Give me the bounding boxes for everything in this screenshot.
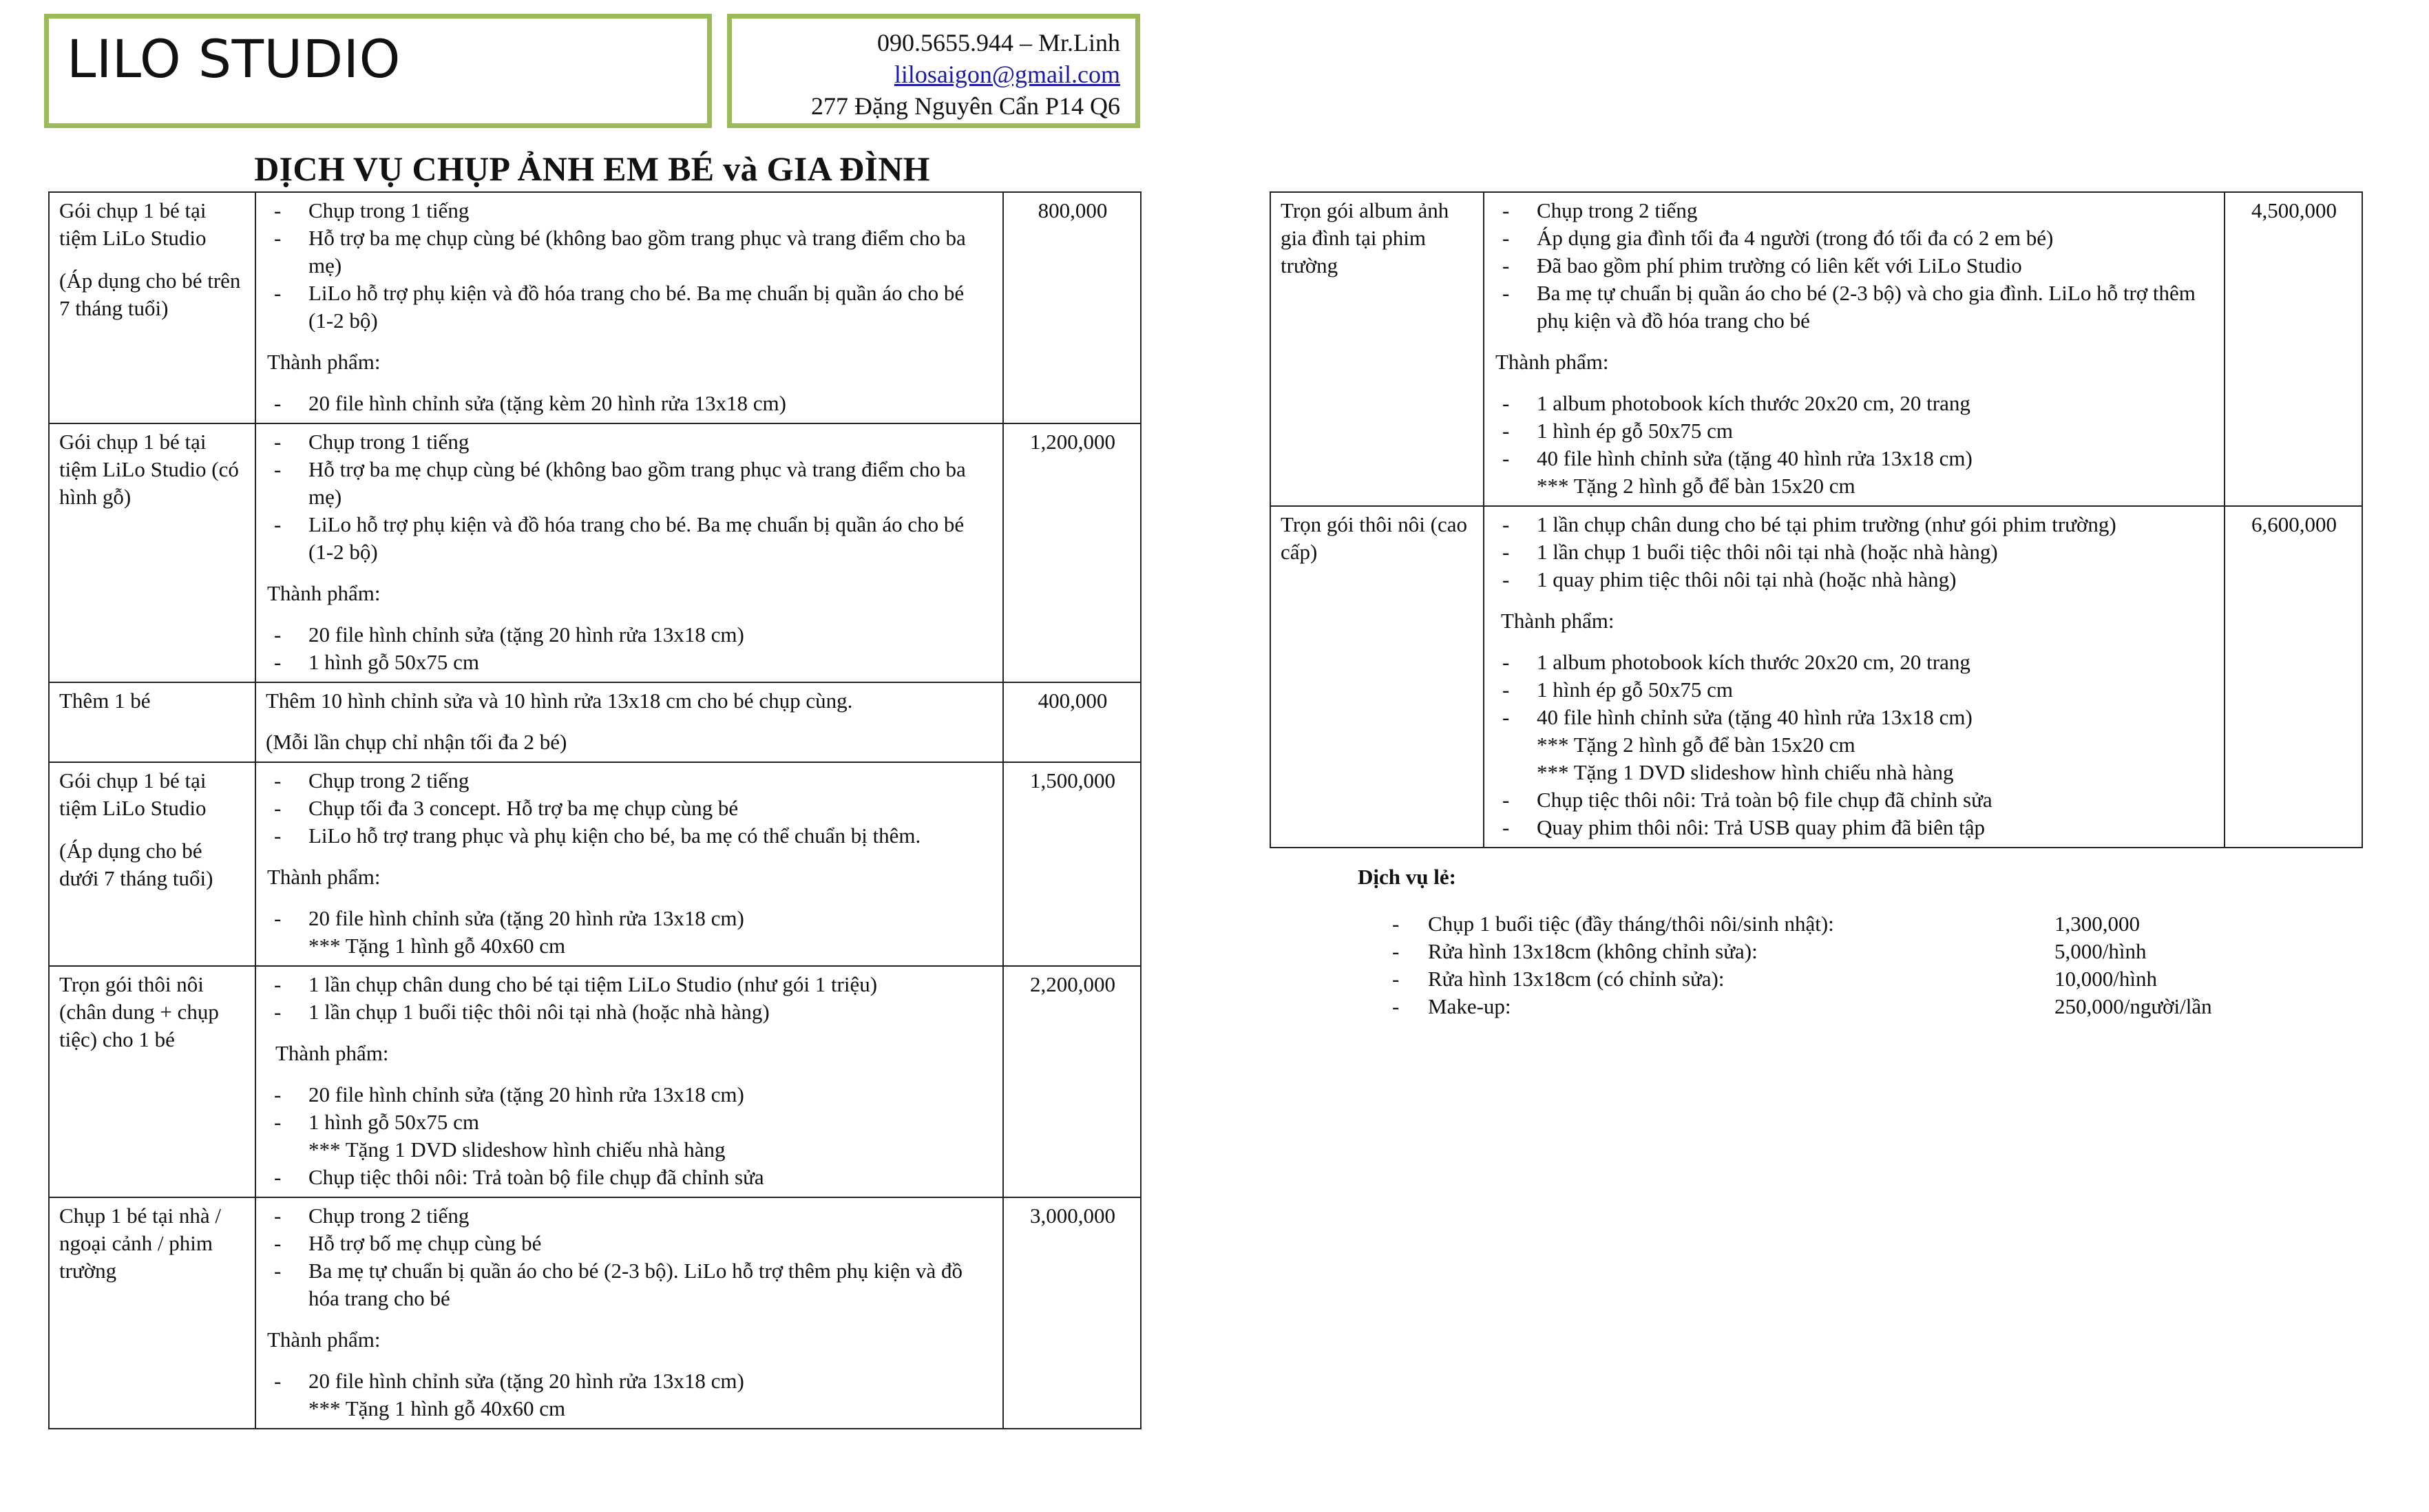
package-name-cell (49, 682, 255, 762)
table-row (49, 1197, 1141, 1429)
result-label: Thành phẩm: (1501, 609, 1615, 633)
package-details-cell (255, 1197, 1003, 1429)
package-name: Trọn gói thôi nôi (chân dung + chụp tiệc) cho 1 bé (59, 972, 219, 1051)
result-list (266, 621, 994, 676)
result-list (266, 1367, 994, 1422)
package-price: 1,200,000 (1003, 423, 1141, 682)
package-price: 400,000 (1003, 682, 1141, 762)
list-item: - 1 hình ép gỗ 50x75 cm (1494, 676, 2216, 704)
package-details-cell (255, 762, 1003, 966)
package-name: Trọn gói thôi nôi (cao cấp) (1281, 512, 1467, 564)
list-item: - Chụp trong 2 tiếng (266, 1202, 994, 1230)
package-items-list (266, 428, 994, 566)
bonus-line: *** Tặng 1 DVD slideshow hình chiếu nhà hàng (308, 1137, 726, 1162)
result-list (1494, 649, 2216, 841)
extra-service-price: 5,000/hình (2054, 939, 2147, 963)
extra-services-title: Dịch vụ lẻ: (1358, 865, 1456, 889)
package-items-list (1494, 511, 2216, 594)
list-item: - 1 hình gỗ 50x75 cm (266, 1109, 994, 1136)
result-label: Thành phẩm: (267, 350, 381, 374)
table-row (1270, 506, 2362, 848)
package-details-cell (255, 192, 1003, 423)
list-item: - Chụp tối đa 3 concept. Hỗ trợ ba mẹ chụp cùng bé (266, 795, 994, 822)
result-label: Thành phẩm: (267, 581, 381, 605)
bonus-line: *** Tặng 1 hình gỗ 40x60 cm (308, 934, 566, 958)
page-title: DỊCH VỤ CHỤP ẢNH EM BÉ và GIA ĐÌNH (254, 149, 930, 188)
package-name: Chụp 1 bé tại nhà / ngoại cảnh / phim trường (59, 1204, 222, 1283)
result-label: Thành phẩm: (275, 1041, 389, 1065)
bonus-line: *** Tặng 1 DVD slideshow hình chiếu nhà hàng (1537, 760, 1954, 784)
list-item: - Ba mẹ tự chuẩn bị quần áo cho bé (2-3 bộ) và cho gia đình. LiLo hỗ trợ thêm phụ kiện và đồ hóa trang cho bé (1494, 280, 2216, 335)
package-details-cell (1484, 506, 2225, 848)
result-list (266, 390, 994, 417)
extra-service-item (1384, 965, 2279, 993)
package-name: Trọn gói album ảnh gia đình tại phim trường (1281, 198, 1449, 277)
package-details-cell (255, 423, 1003, 682)
table-row (49, 682, 1141, 762)
package-items-list (266, 767, 994, 850)
address: 277 Đặng Nguyên Cẩn P14 Q6 (811, 92, 1120, 120)
extra-services-list (1384, 910, 2279, 1020)
list-item: - 40 file hình chỉnh sửa (tặng 40 hình rửa 13x18 cm) (1494, 445, 2216, 472)
package-name-cell (49, 192, 255, 423)
package-items-list (266, 971, 994, 1026)
list-item: - LiLo hỗ trợ phụ kiện và đồ hóa trang cho bé. Ba mẹ chuẩn bị quần áo cho bé (1-2 bộ) (266, 511, 994, 566)
package-name-cell (49, 966, 255, 1197)
extra-service-item (1384, 910, 2279, 938)
package-note: (Mỗi lần chụp chỉ nhận tối đa 2 bé) (266, 730, 567, 754)
list-item: - 1 album photobook kích thước 20x20 cm, 20 trang (1494, 649, 2216, 676)
list-item: - 20 file hình chỉnh sửa (tặng 20 hình rửa 13x18 cm) (266, 621, 994, 649)
result-label: Thành phẩm: (1495, 350, 1609, 374)
package-details-cell (1484, 192, 2225, 506)
studio-name: LILO STUDIO (67, 28, 401, 90)
list-item: - 1 hình gỗ 50x75 cm (266, 649, 994, 676)
extra-service-label: Rửa hình 13x18cm (không chỉnh sửa): (1428, 939, 1758, 963)
table-row (49, 192, 1141, 423)
result-label: Thành phẩm: (267, 1327, 381, 1352)
contact-box (727, 14, 1140, 128)
list-item: - LiLo hỗ trợ phụ kiện và đồ hóa trang cho bé. Ba mẹ chuẩn bị quần áo cho bé (1-2 bộ) (266, 280, 994, 335)
list-item: - 1 lần chụp 1 buổi tiệc thôi nôi tại nhà (hoặc nhà hàng) (1494, 538, 2216, 566)
list-item: - Áp dụng gia đình tối đa 4 người (trong đó tối đa có 2 em bé) (1494, 224, 2216, 252)
list-item: - 1 lần chụp chân dung cho bé tại tiệm LiLo Studio (như gói 1 triệu) (266, 971, 994, 998)
package-items-list (266, 1202, 994, 1312)
contact-info (811, 27, 1120, 122)
list-item: - 1 hình ép gỗ 50x75 cm (1494, 417, 2216, 445)
extra-service-item (1384, 993, 2279, 1020)
package-price: 6,600,000 (2225, 506, 2362, 848)
phone-number: 090.5655.944 – Mr.Linh (876, 29, 1120, 56)
list-item: - Chụp tiệc thôi nôi: Trả toàn bộ file chụp đã chỉnh sửa (1494, 786, 2216, 814)
list-item: - Chụp trong 1 tiếng (266, 428, 994, 456)
bonus-line: *** Tặng 2 hình gỗ để bàn 15x20 cm (1537, 733, 1855, 757)
package-name: Thêm 1 bé (59, 689, 151, 713)
list-item: - 20 file hình chỉnh sửa (tặng 20 hình rửa 13x18 cm) (266, 1081, 994, 1109)
package-price: 800,000 (1003, 192, 1141, 423)
list-item: - 40 file hình chỉnh sửa (tặng 40 hình rửa 13x18 cm) (1494, 704, 2216, 731)
package-text: Thêm 10 hình chỉnh sửa và 10 hình rửa 13x18 cm cho bé chụp cùng. (266, 689, 853, 713)
list-item: - Hỗ trợ bố mẹ chụp cùng bé (266, 1230, 994, 1257)
package-items-list (266, 197, 994, 335)
list-item: - 20 file hình chỉnh sửa (tặng 20 hình rửa 13x18 cm) (266, 1367, 994, 1395)
result-list (1494, 390, 2216, 500)
list-item: - Chụp trong 2 tiếng (266, 767, 994, 795)
table-row (49, 423, 1141, 682)
list-item: - 1 lần chụp 1 buổi tiệc thôi nôi tại nhà (hoặc nhà hàng) (266, 998, 994, 1026)
list-item: - 1 album photobook kích thước 20x20 cm, 20 trang (1494, 390, 2216, 417)
bonus-line: *** Tặng 2 hình gỗ để bàn 15x20 cm (1537, 474, 1855, 498)
package-name: Gói chụp 1 bé tại tiệm LiLo Studio (có hình gỗ) (59, 430, 239, 509)
list-item: - Hỗ trợ ba mẹ chụp cùng bé (không bao gồm trang phục và trang điểm cho ba mẹ) (266, 224, 994, 280)
package-price: 1,500,000 (1003, 762, 1141, 966)
list-item: - Chụp trong 2 tiếng (1494, 197, 2216, 224)
result-list (266, 1081, 994, 1191)
extra-service-price: 1,300,000 (2054, 912, 2140, 936)
package-name-note: (Áp dụng cho bé dưới 7 tháng tuổi) (59, 839, 213, 890)
package-price: 4,500,000 (2225, 192, 2362, 506)
email-link[interactable]: lilosaigon@gmail.com (894, 61, 1120, 88)
package-price: 2,200,000 (1003, 966, 1141, 1197)
package-name-note: (Áp dụng cho bé trên 7 tháng tuổi) (59, 269, 241, 320)
list-item: - LiLo hỗ trợ trang phục và phụ kiện cho bé, ba mẹ có thể chuẩn bị thêm. (266, 822, 994, 850)
result-label: Thành phẩm: (267, 865, 381, 889)
package-name: Gói chụp 1 bé tại tiệm LiLo Studio (59, 198, 207, 250)
list-item: - 1 quay phim tiệc thôi nôi tại nhà (hoặc nhà hàng) (1494, 566, 2216, 594)
result-list (266, 905, 994, 960)
list-item: - Chụp trong 1 tiếng (266, 197, 994, 224)
package-details-cell (255, 966, 1003, 1197)
extra-service-label: Rửa hình 13x18cm (có chỉnh sửa): (1428, 967, 1725, 991)
extra-service-label: Make-up: (1428, 994, 1511, 1018)
studio-name-box (44, 14, 712, 128)
package-items-list (1494, 197, 2216, 335)
table-row (1270, 192, 2362, 506)
package-name-cell (49, 423, 255, 682)
list-item: - 20 file hình chỉnh sửa (tặng 20 hình rửa 13x18 cm) (266, 905, 994, 932)
extra-service-label: Chụp 1 buổi tiệc (đầy tháng/thôi nôi/sinh nhật): (1428, 912, 1834, 936)
list-item: - Quay phim thôi nôi: Trả USB quay phim đã biên tập (1494, 814, 2216, 841)
extra-service-price: 250,000/người/lần (2054, 994, 2212, 1018)
list-item: - Hỗ trợ ba mẹ chụp cùng bé (không bao gồm trang phục và trang điểm cho ba mẹ) (266, 456, 994, 511)
package-name: Gói chụp 1 bé tại tiệm LiLo Studio (59, 768, 207, 820)
package-name-cell (1270, 506, 1484, 848)
package-details-cell (255, 682, 1003, 762)
table-row (49, 966, 1141, 1197)
list-item: - 20 file hình chỉnh sửa (tặng kèm 20 hình rửa 13x18 cm) (266, 390, 994, 417)
bonus-line: *** Tặng 1 hình gỗ 40x60 cm (308, 1396, 566, 1420)
list-item: - Chụp tiệc thôi nôi: Trả toàn bộ file chụp đã chỉnh sửa (266, 1164, 994, 1191)
table-row (49, 762, 1141, 966)
package-price: 3,000,000 (1003, 1197, 1141, 1429)
package-name-cell (49, 762, 255, 966)
extra-service-price: 10,000/hình (2054, 967, 2157, 991)
extra-service-item (1384, 938, 2279, 965)
list-item: - Ba mẹ tự chuẩn bị quần áo cho bé (2-3 bộ). LiLo hỗ trợ thêm phụ kiện và đồ hóa trang cho bé (266, 1257, 994, 1312)
package-name-cell (1270, 192, 1484, 506)
list-item: - Đã bao gồm phí phim trường có liên kết với LiLo Studio (1494, 252, 2216, 280)
left-price-table (48, 191, 1142, 1429)
package-name-cell (49, 1197, 255, 1429)
list-item: - 1 lần chụp chân dung cho bé tại phim trường (như gói phim trường) (1494, 511, 2216, 538)
right-price-table (1270, 191, 2363, 848)
